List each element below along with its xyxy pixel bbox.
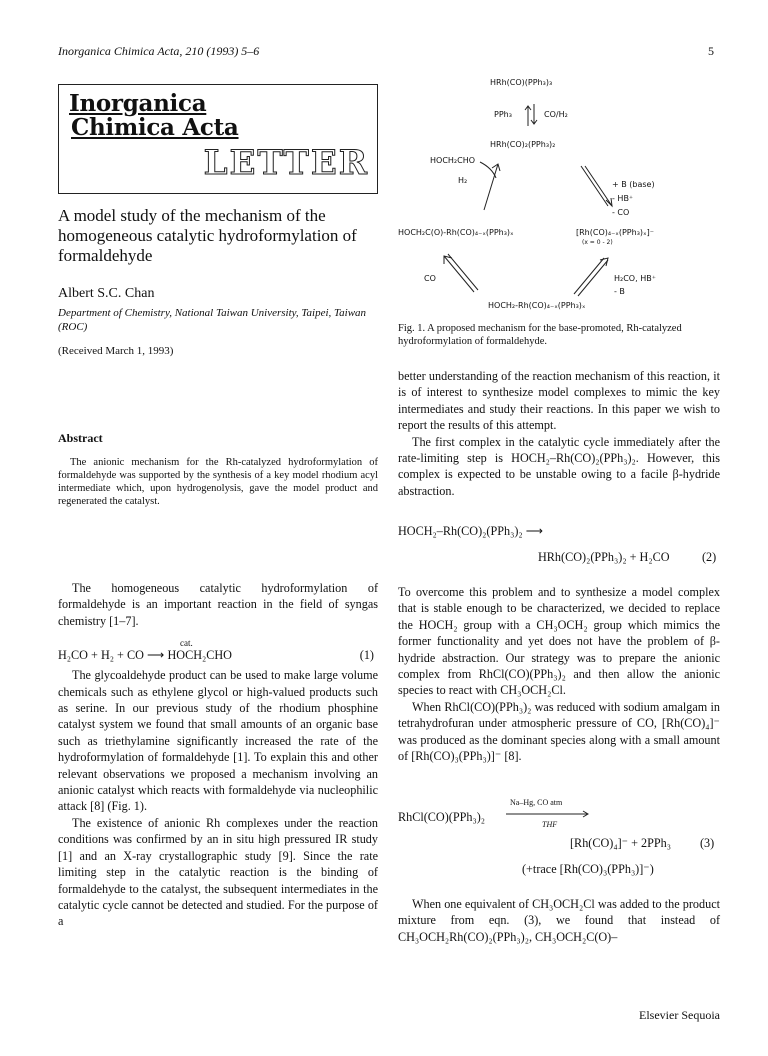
equation-3-number: (3) xyxy=(700,836,715,850)
equation-1-number: (1) xyxy=(359,648,374,663)
equation-3-conditions: Na–Hg, CO atm xyxy=(510,798,563,807)
scheme-base2: - HB⁺ xyxy=(612,194,634,203)
publisher-footer: Elsevier Sequoia xyxy=(639,1008,720,1022)
equation-2-right: HRh(CO)₂(PPh₃)₂ + H₂CO xyxy=(538,550,670,564)
paragraph: When one equivalent of CH₃OCH₂Cl was added to the product mixture from eqn. (3), we found that instead of CH₃OCH₂Rh(CO)₂(PPh₃)₂, CH₃OCH₂C(O)– xyxy=(398,897,720,944)
scheme-right-mid-sub: (x = 0 - 2) xyxy=(582,239,613,246)
journal-header: Inorganica Chimica Acta, 210 (1993) 5–6 xyxy=(58,44,260,58)
equation-2-number: (2) xyxy=(702,550,717,564)
logo-line-1: Inorganica xyxy=(69,90,207,117)
figure-caption: Fig. 1. A proposed mechanism for the base-promoted, Rh-catalyzed hydroformylation of formaldehyde. xyxy=(398,323,682,347)
author-name: Albert S.C. Chan xyxy=(58,286,155,301)
equation-3 xyxy=(398,796,720,882)
right-column-bottom xyxy=(398,896,720,945)
equation-1-catalyst: cat. xyxy=(180,638,193,649)
article-title: A model study of the mechanism of the homogeneous catalytic hydroformylation of formaldehyde xyxy=(58,206,357,265)
paragraph: The first complex in the catalytic cycle immediately after the rate-limiting step is HOCH₂–Rh(CO)₂(PPh₃)₂. However, this complex is expected to be unstable owing to a facile β-hydride abstraction. xyxy=(398,434,720,498)
paragraph: The existence of anionic Rh complexes under the reaction conditions was confirmed by an in situ high pressured IR study [1] and an X-ray crystallographic study [9]. Since the rate limiting step in the catalytic reaction is the binding of formaldehyde to the catalyst, the subsequent intermediates in the catalytic cycle cannot be detected and studied. For the purpose of a xyxy=(58,815,378,929)
received-date: (Received March 1, 1993) xyxy=(58,345,174,357)
scheme-second: HRh(CO)₂(PPh₃)₂ xyxy=(490,140,556,149)
scheme-pph3: PPh₃ xyxy=(494,110,512,119)
abstract-text: The anionic mechanism for the Rh-catalyzed hydroformylation of formaldehyde was supported by the synthesis of a key model rhodium acyl intermediate which, upon hydrogenolysis, gave the model product and regenerated the catalyst. xyxy=(58,457,378,507)
paragraph: To overcome this problem and to synthesize a model complex that is stable enough to be characterized, we decided to replace the HOCH₂ group with a CH₃OCH₂ group which mimics the former functionality and yet does not have the problem of β-hydride abstraction. Our strategy was to prepare the anionic complex from RhCl(CO)(PPh₃)₂ and then allow the anionic species to react with CH₃OCH₂Cl. xyxy=(398,585,720,698)
scheme-bottom: HOCH₂-Rh(CO)₄₋ₓ(PPh₃)ₓ xyxy=(488,301,586,310)
equation-1-body: H₂CO + H₂ + CO ⟶ HOCH₂CHO xyxy=(58,648,232,663)
right-column-middle xyxy=(398,584,720,764)
scheme-coh2: CO/H₂ xyxy=(544,110,568,119)
scheme-base1: + B (base) xyxy=(612,180,655,189)
scheme-co: CO xyxy=(424,274,436,283)
equation-1 xyxy=(58,633,378,667)
equation-3-reactant: RhCl(CO)(PPh₃)₂ xyxy=(398,810,486,824)
equation-3-solvent: THF xyxy=(542,820,558,829)
right-column-top xyxy=(398,368,720,499)
equation-3-products: [Rh(CO)₄]⁻ + 2PPh₃ xyxy=(570,836,672,850)
reaction-scheme xyxy=(398,74,720,314)
reaction-arrow xyxy=(506,810,592,818)
left-column xyxy=(58,580,378,930)
letter-badge: LETTER xyxy=(203,143,369,183)
equation-3-trace: (+trace [Rh(CO)₃(PPh₃)]⁻) xyxy=(522,862,654,876)
paragraph: The homogeneous catalytic hydroformylation of formaldehyde is an important reaction in the field of syngas chemistry [1–7]. xyxy=(58,581,378,628)
paragraph: better understanding of the reaction mechanism of this reaction, it is of interest to synthesize model complexes to mimic the key intermediates and study their reactions. In this paper we wish to report the results of this attempt. xyxy=(398,369,720,433)
logo-line-2: Chimica Acta xyxy=(71,114,239,141)
paragraph: The glycoaldehyde product can be used to make large volume chemicals such as ethylene glycol or high-valued products such as serine. In our previous study of the rhodium phosphine catalyst system we found that small amounts of an organic base such as triethylamine significantly increased the rate of the hydroformylation of formaldehyde [1]. To explain this and other relevant observations we proposed a mechanism involving an anionic catalyst which reacts with formaldehyde via nucleophilic attack [8] (Fig. 1). xyxy=(58,668,378,814)
abstract-heading: Abstract xyxy=(58,431,103,445)
scheme-hoch2cho: HOCH₂CHO xyxy=(430,156,476,165)
scheme-h2: H₂ xyxy=(458,176,468,185)
equation-2-left: HOCH₂–Rh(CO)₂(PPh₃)₂ ⟶ xyxy=(398,524,544,538)
scheme-h2co-hb: H₂CO, HB⁺ xyxy=(614,274,656,283)
scheme-left-mid: HOCH₂C(O)-Rh(CO)₄₋ₓ(PPh₃)ₓ xyxy=(398,228,514,237)
page-number: 5 xyxy=(708,44,714,58)
scheme-base3: - CO xyxy=(612,208,630,217)
paragraph: When RhCl(CO)(PPh₃)₂ was reduced with sodium amalgam in tetrahydrofuran under atmospheric pressure of CO, [Rh(CO)₄]⁻ was produced as the dominant species along with a small amount of [Rh(CO)₃(PPh₃)]⁻ [8]. xyxy=(398,699,720,764)
scheme-right-mid: [Rh(CO)₄₋ₓ(PPh₃)ₓ]⁻ xyxy=(576,228,654,237)
author-affiliation: Department of Chemistry, National Taiwan University, Taipei, Taiwan (ROC) xyxy=(58,307,367,333)
scheme-top: HRh(CO)(PPh₃)₃ xyxy=(490,78,553,87)
scheme-minus-b: - B xyxy=(614,287,625,296)
journal-logo-box xyxy=(58,84,378,194)
